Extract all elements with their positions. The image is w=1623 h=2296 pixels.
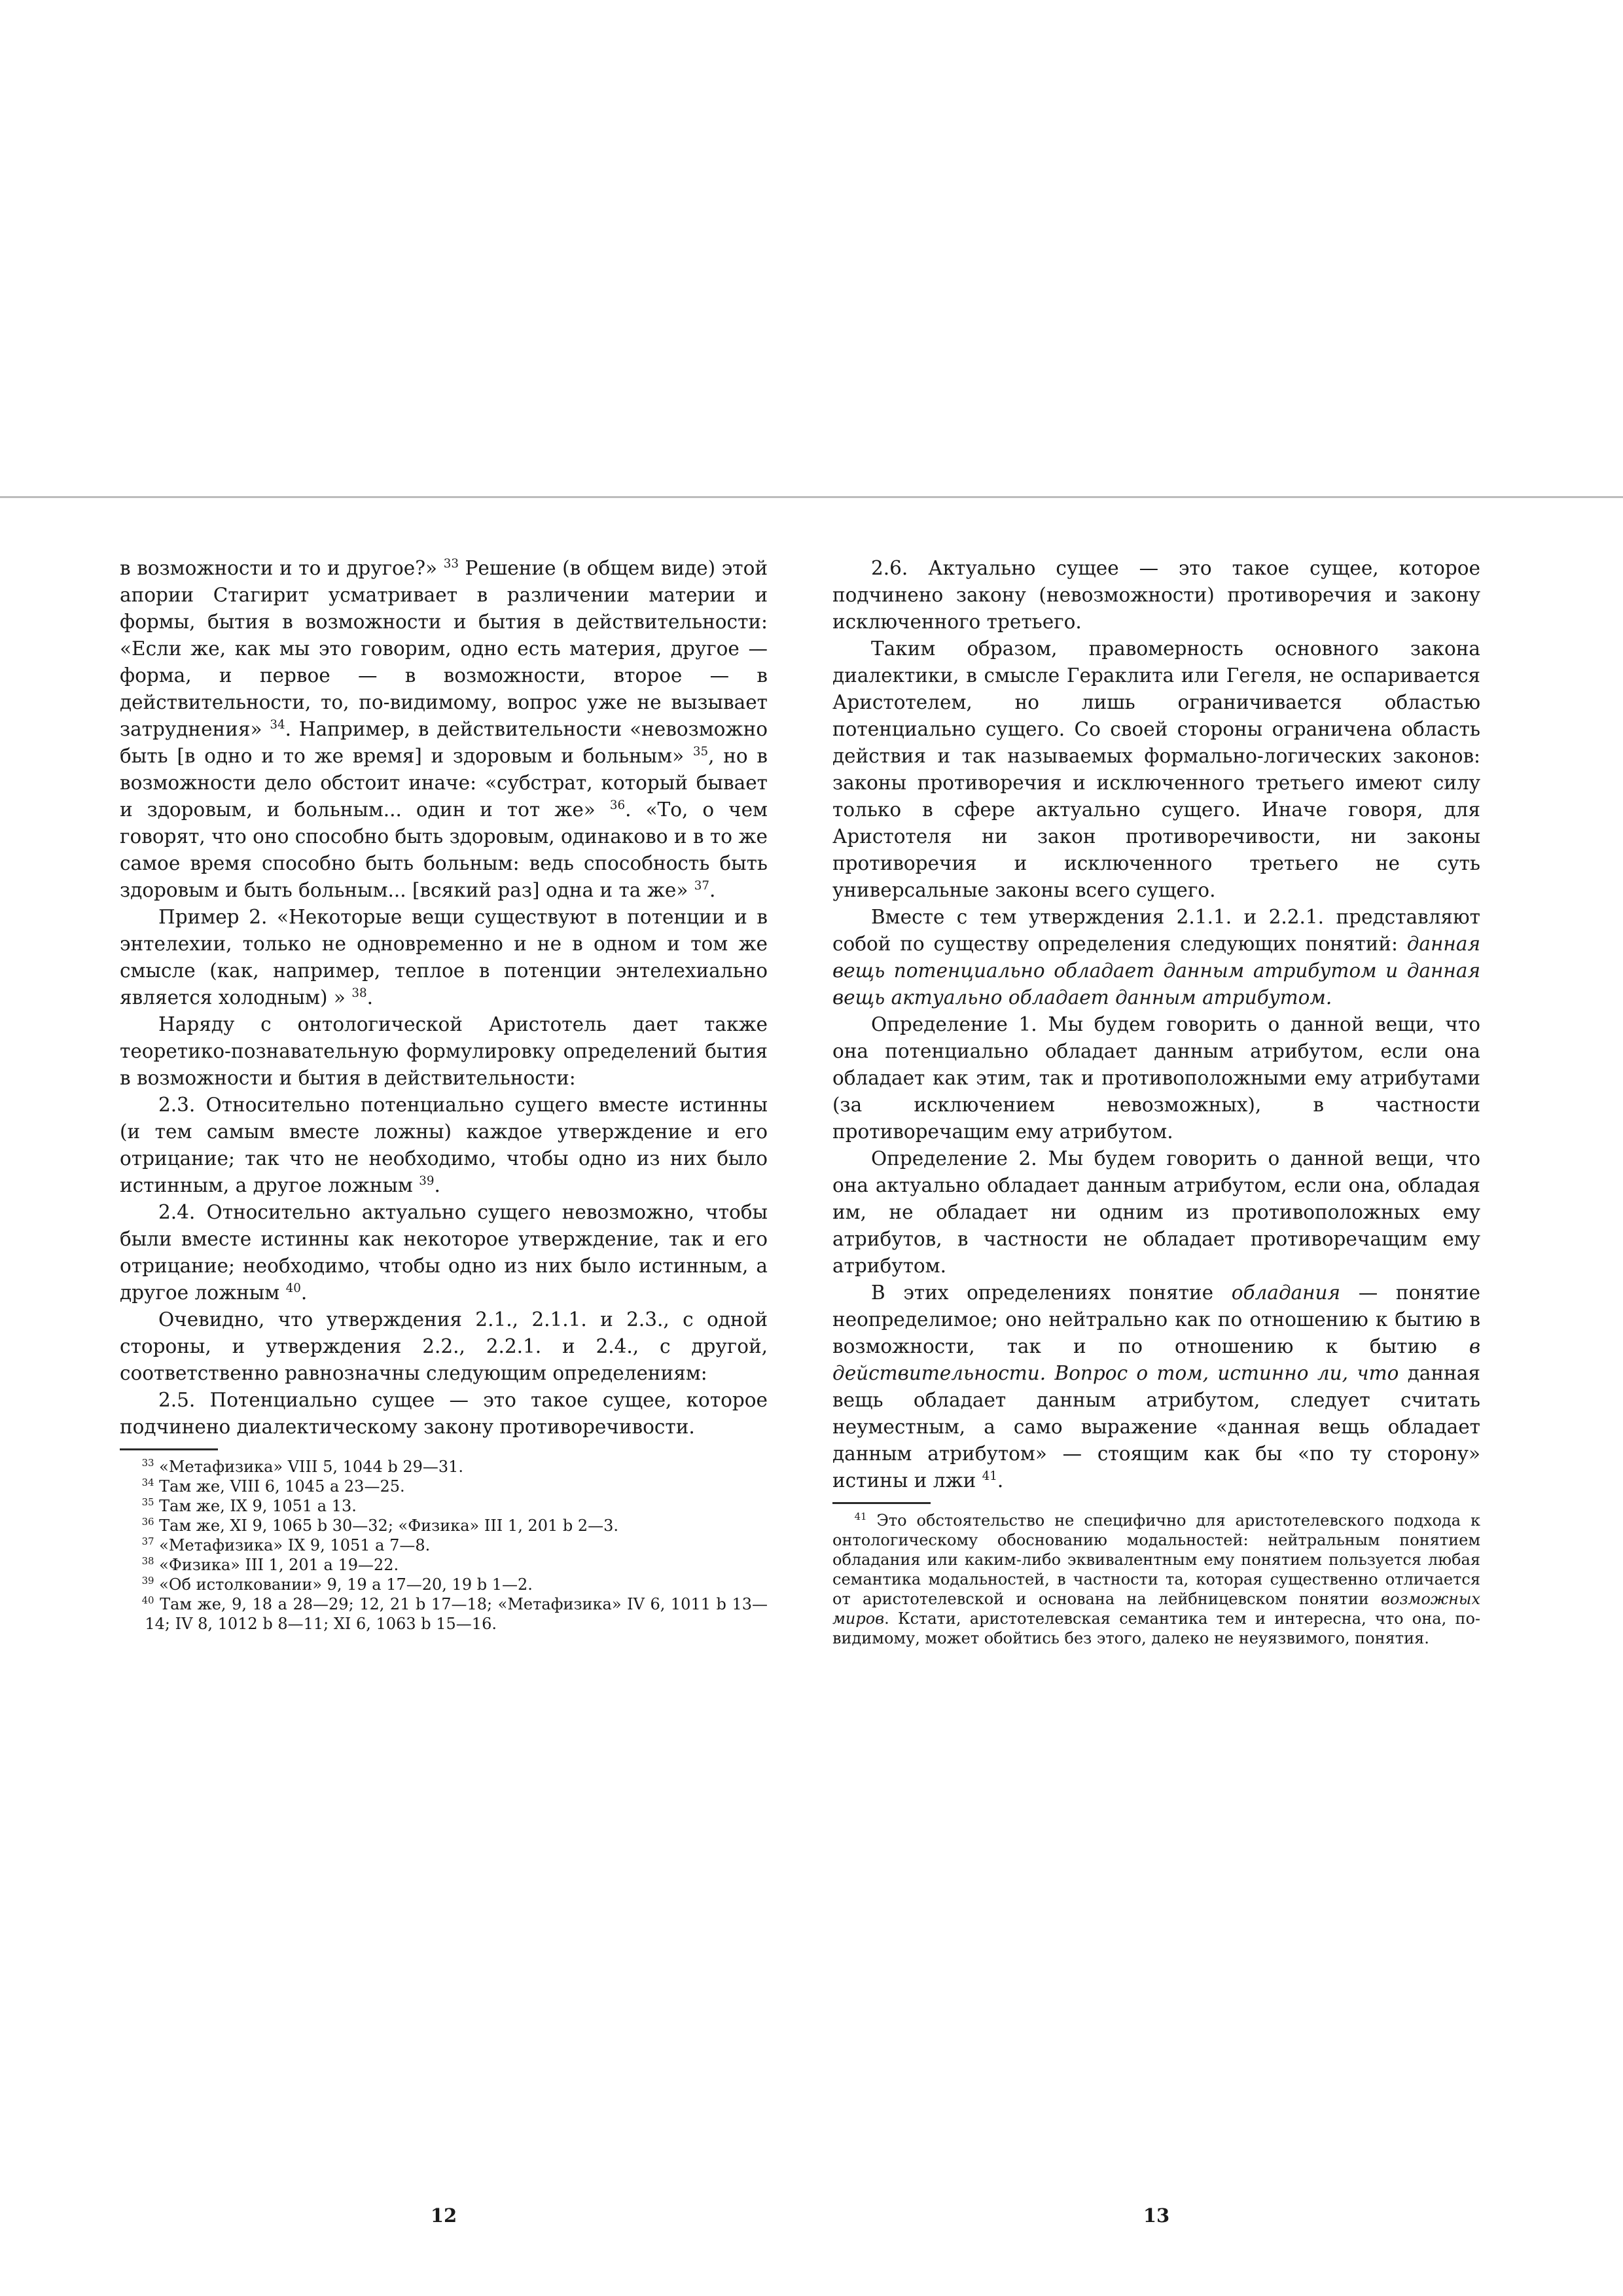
footnote-text: Там же, 9, 18 a 28—29; 12, 21 b 17—18; «Метафизика» IV 6, 1011 b 13—14; IV 8, 1012 b 8—11; XI 6, 1063 b 15—16. bbox=[145, 1595, 768, 1633]
footnote bbox=[120, 1496, 768, 1516]
footnote-text: Там же, IX 9, 1051 a 13. bbox=[159, 1497, 357, 1515]
footnote bbox=[120, 1516, 768, 1535]
text-run: 2.6. Актуально сущее — это такое сущее, которое подчинено закону (невозможности) противоречия и закону исключенного третьего. bbox=[832, 557, 1480, 633]
footnote bbox=[832, 1511, 1480, 1648]
left-footnote-rule bbox=[120, 1448, 218, 1450]
right-paragraph bbox=[832, 1145, 1480, 1280]
text-run: Определение 2. Мы будем говорить о данной вещи, что она актуально обладает данным атрибутом, если она, обладая им, не обладает ни одним из противоположных ему атрибутов, в частности не обладает противоречащим ему атрибутом. bbox=[832, 1147, 1480, 1277]
text-run: . bbox=[300, 1282, 308, 1304]
text-run: . bbox=[434, 1174, 440, 1196]
footnote bbox=[120, 1575, 768, 1594]
right-footnote-rule bbox=[832, 1502, 931, 1504]
text-run: В этих определениях понятие bbox=[871, 1282, 1232, 1304]
right-page bbox=[832, 555, 1480, 1648]
footnote-ref: 34 bbox=[270, 718, 285, 732]
text-run: 2.4. Относительно актуально сущего невозможно, чтобы были вместе истинны как некоторое утверждение, так и его отрицание; необходимо, чтобы одно из них было истинным, а другое ложным bbox=[120, 1201, 768, 1304]
footnote bbox=[120, 1477, 768, 1496]
footnote-ref: 35 bbox=[692, 745, 709, 759]
italic-text: обладания bbox=[1231, 1282, 1341, 1304]
right-footnotes bbox=[832, 1511, 1480, 1648]
footnote-number: 37 bbox=[141, 1535, 154, 1547]
footnote-text: Там же, XI 9, 1065 b 30—32; «Физика» III 1, 201 b 2—3. bbox=[159, 1516, 619, 1535]
footnote-text: «Об истолковании» 9, 19 a 17—20, 19 b 1—2. bbox=[159, 1575, 533, 1594]
left-paragraph bbox=[120, 1387, 768, 1441]
footnote-ref: 36 bbox=[609, 798, 626, 813]
scan-top-edge-line bbox=[0, 496, 1623, 498]
left-paragraph bbox=[120, 904, 768, 1011]
text-run: Это обстоятельство не специфично для аристотелевского подхода к онтологическому обоснованию модальностей: нейтральным понятием обладания или каким-либо эквивалентным ему понятием пользуется любая семантика модальностей, в частности та, которая существенно отличается от аристотелевской и основана на лейбницевском понятии bbox=[832, 1511, 1480, 1608]
text-run: . bbox=[366, 986, 373, 1009]
footnote-number: 38 bbox=[141, 1555, 154, 1567]
text-run: 2.3. Относительно потенциально сущего вместе истинны (и тем самым вместе ложны) каждое утверждение и его отрицание; так что не необходимо, чтобы одно из них было истинным, а другое ложным bbox=[120, 1094, 768, 1196]
text-run: , но в возможности дело обстоит иначе: «субстрат, который бывает и здоровым, и больным... один и тот же» bbox=[120, 745, 768, 821]
footnote-text: «Физика» III 1, 201 a 19—22. bbox=[159, 1556, 399, 1574]
footnote-ref: 40 bbox=[285, 1282, 301, 1296]
left-paragraph bbox=[120, 1306, 768, 1387]
text-run: 2.5. Потенциально сущее — это такое сущее, которое подчинено диалектическому закону противоречивости. bbox=[120, 1389, 768, 1438]
right-page-number: 13 bbox=[1143, 2204, 1170, 2227]
right-paragraph bbox=[832, 555, 1480, 636]
italic-text: в действительности. Вопрос о том, истинно ли, что bbox=[832, 1335, 1480, 1384]
text-run: данная вещь обладает данным атрибутом, следует считать неуместным, а само выражение «данная вещь обладает данным атрибутом» — стоящим как бы «по ту сторону» истины и лжи bbox=[832, 1362, 1481, 1492]
text-run: . Кстати, аристотелевская семантика тем и интересна, что она, по-видимому, может обойтись без этого, далеко не неуязвимого, понятия. bbox=[832, 1609, 1480, 1647]
footnote bbox=[120, 1535, 768, 1555]
right-paragraph bbox=[832, 1011, 1480, 1145]
footnote-number: 40 bbox=[141, 1594, 154, 1606]
footnote-number: 36 bbox=[141, 1516, 154, 1528]
text-run: Наряду с онтологической Аристотель дает также теоретико-познавательную формулировку определений бытия в возможности и бытия в действительности: bbox=[120, 1013, 768, 1089]
text-run: . Например, в действительности «невозможно быть [в одно и то же время] и здоровым и больным» bbox=[120, 718, 768, 767]
footnote-text: «Метафизика» IX 9, 1051 a 7—8. bbox=[159, 1536, 431, 1554]
footnote bbox=[120, 1457, 768, 1477]
left-page-number: 12 bbox=[430, 2204, 457, 2227]
left-footnotes bbox=[120, 1457, 768, 1634]
left-paragraph bbox=[120, 1011, 768, 1092]
footnote-ref: 37 bbox=[694, 879, 710, 893]
left-page bbox=[120, 555, 768, 1634]
text-run: Пример 2. «Некоторые вещи существуют в потенции и в энтелехии, только не одновременно и не в одном и том же смысле (как, например, теплое в потенции энтелехиально является холодным) » bbox=[120, 906, 768, 1009]
left-paragraph bbox=[120, 555, 768, 904]
footnote-number: 34 bbox=[141, 1477, 154, 1488]
right-paragraph bbox=[832, 1280, 1480, 1494]
text-run: в возможности и то и другое?» bbox=[120, 557, 444, 579]
right-paragraph bbox=[832, 636, 1480, 904]
left-paragraph bbox=[120, 1199, 768, 1306]
footnote-text: «Метафизика» VIII 5, 1044 b 29—31. bbox=[159, 1458, 464, 1476]
footnote bbox=[120, 1555, 768, 1575]
right-page-body bbox=[832, 555, 1480, 1494]
left-page-body bbox=[120, 555, 768, 1441]
text-run: . bbox=[997, 1469, 1004, 1492]
footnote-ref: 39 bbox=[419, 1174, 435, 1189]
italic-text: данная вещь потенциально обладает данным атрибутом и данная вещь актуально обладает данным атрибутом. bbox=[832, 933, 1480, 1009]
footnote-ref: 41 bbox=[982, 1469, 997, 1484]
text-run: . «То, о чем говорят, что оно способно быть здоровым, одинаково и в то же самое время способно быть больным: ведь способность быть здоровым и быть больным... [всякий раз] одна и та же» bbox=[120, 798, 768, 901]
footnote-ref: 38 bbox=[351, 986, 367, 1001]
text-run: Очевидно, что утверждения 2.1., 2.1.1. и 2.3., с одной стороны, и утверждения 2.2., 2.2.1. и 2.4., с другой, соответственно равнозначны следующим определениям: bbox=[120, 1308, 768, 1384]
footnote-number: 39 bbox=[141, 1575, 154, 1587]
footnote-ref: 33 bbox=[443, 557, 459, 571]
text-run: Определение 1. Мы будем говорить о данной вещи, что она потенциально обладает данным атрибутом, если она обладает как этим, так и противоположными ему атрибутами (за исключением невозможных), в частности противоречащим ему атрибутом. bbox=[832, 1013, 1480, 1143]
footnote-number: 35 bbox=[141, 1496, 154, 1508]
footnote-number: 41 bbox=[854, 1511, 867, 1522]
text-run: Таким образом, правомерность основного закона диалектики, в смысле Гераклита или Гегеля, не оспаривается Аристотелем, но лишь ограничивается областью потенциально сущего. Со своей стороны ограничена область действия и так называемых формально-логических законов: законы противоречия и исключенного третьего имеют силу только в сфере актуально сущего. Иначе говоря, для Аристотеля ни закон противоречивости, ни законы противоречия и исключенного третьего не суть универсальные законы всего сущего. bbox=[832, 637, 1480, 901]
right-paragraph bbox=[832, 904, 1480, 1011]
left-paragraph bbox=[120, 1092, 768, 1199]
footnote-number: 33 bbox=[141, 1457, 154, 1469]
footnote-text: Там же, VIII 6, 1045 a 23—25. bbox=[159, 1477, 405, 1496]
footnote bbox=[120, 1594, 768, 1634]
italic-text: возможных миров bbox=[832, 1590, 1480, 1628]
text-run: Вместе с тем утверждения 2.1.1. и 2.2.1. представляют собой по существу определения следующих понятий: bbox=[832, 906, 1480, 955]
text-run: . bbox=[709, 879, 716, 901]
text-run: Решение (в общем виде) этой апории Стагирит усматривает в различении материи и формы, бытия в возможности и бытия в действительности: «Если же, как мы это говорим, одно есть материя, другое — форма, и первое — в возможности, второе — в действительности, то, по-видимому, вопрос уже не вызывает затруднения» bbox=[120, 557, 768, 740]
text-run: — понятие неопределимое; оно нейтрально как по отношению к бытию в возможности, так и по отношению к бытию bbox=[832, 1282, 1480, 1357]
